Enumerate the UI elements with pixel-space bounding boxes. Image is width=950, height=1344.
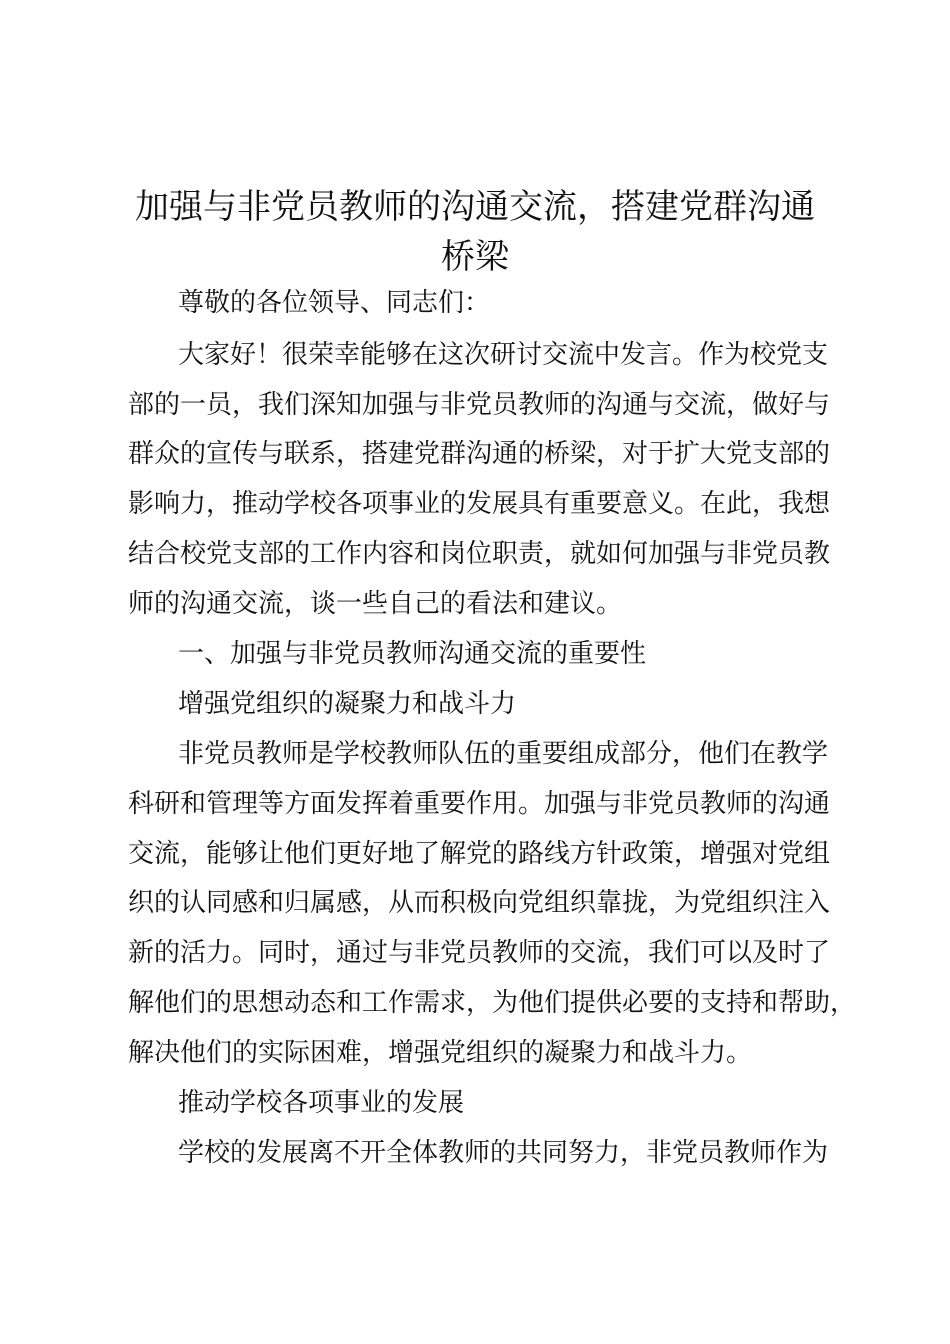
- body-line: 结合校党支部的工作内容和岗位职责，就如何加强与非党员教: [128, 539, 831, 569]
- body-line: 织的认同感和归属感，从而积极向党组织靠拢，为党组织注入: [128, 888, 831, 918]
- body-line: 学校的发展离不开全体教师的共同努力，非党员教师作为: [178, 1138, 829, 1168]
- subsection-heading: 推动学校各项事业的发展: [178, 1088, 465, 1118]
- body-line: 交流，能够让他们更好地了解党的路线方针政策，增强对党组: [128, 839, 831, 869]
- section-heading: 一、加强与非党员教师沟通交流的重要性: [178, 639, 647, 669]
- salutation: 尊敬的各位领导、同志们：: [178, 288, 491, 318]
- body-line: 解他们的思想动态和工作需求，为他们提供必要的支持和帮助，: [128, 988, 857, 1018]
- body-line: 群众的宣传与联系，搭建党群沟通的桥梁，对于扩大党支部的: [128, 439, 831, 469]
- body-line: 非党员教师是学校教师队伍的重要组成部分，他们在教学: [178, 739, 829, 769]
- body-line: 解决他们的实际困难，增强党组织的凝聚力和战斗力。: [128, 1038, 753, 1068]
- body-line: 新的活力。同时，通过与非党员教师的交流，我们可以及时了: [128, 938, 831, 968]
- title-line-2: 桥梁: [441, 237, 509, 277]
- body-line: 师的沟通交流，谈一些自己的看法和建议。: [128, 589, 623, 619]
- body-line: 影响力，推动学校各项事业的发展具有重要意义。在此，我想: [128, 489, 831, 519]
- title-line-1: 加强与非党员教师的沟通交流，搭建党群沟通: [135, 187, 815, 227]
- body-line: 部的一员，我们深知加强与非党员教师的沟通与交流，做好与: [128, 390, 831, 420]
- subsection-heading: 增强党组织的凝聚力和战斗力: [178, 689, 517, 719]
- body-line: 科研和管理等方面发挥着重要作用。加强与非党员教师的沟通: [128, 789, 831, 819]
- document-title: [100, 182, 850, 282]
- body-line: 大家好！很荣幸能够在这次研讨交流中发言。作为校党支: [178, 340, 829, 370]
